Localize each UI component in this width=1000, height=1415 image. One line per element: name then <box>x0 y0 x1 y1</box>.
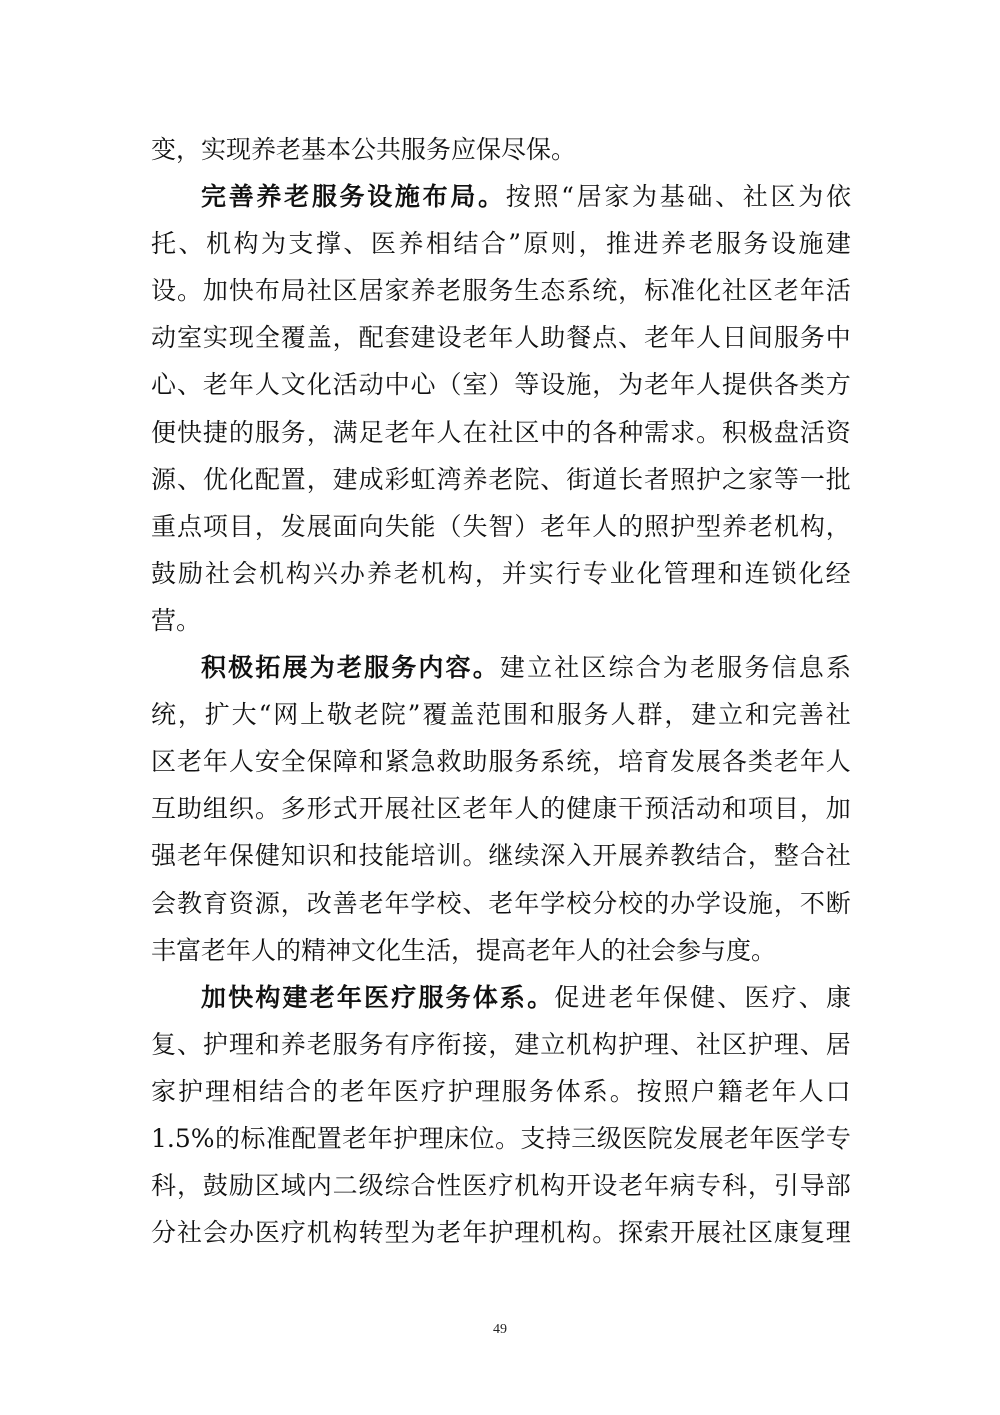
text-line: 统 ， 扩 大 “ 网 上 敬 老 院 ” 覆 盖 范 围 和 服 务 人 群 ， 建 立 和 完 善 社 <box>151 700 851 730</box>
line-text: 丰富老年人的精神文化生活，提高老年人的社会参与度。 <box>151 935 777 965</box>
text-line <box>151 927 851 974</box>
document-body <box>151 126 851 1256</box>
text-line: 科 ， 鼓 励 区 域 内 二 级 综 合 性 医 疗 机 构 开 设 老 年 病 专 科 ， 引 导 部 <box>151 1171 851 1201</box>
text-line: 积 极 拓 展 为 老 服 务 内 容 。 建 立 社 区 综 合 为 老 服 务 信 息 系 <box>201 653 851 683</box>
text-line: 加 快 构 建 老 年 医 疗 服 务 体 系 。 促 进 老 年 保 健 、 医 疗 、 康 <box>201 982 851 1012</box>
text-line: 心 、 老 年 人 文 化 活 动 中 心 （ 室 ） 等 设 施 ， 为 老 年 人 提 供 各 类 方 <box>151 370 851 400</box>
text-line: 源 、 优 化 配 置 ， 建 成 彩 虹 湾 养 老 院 、 街 道 长 者 照 护 之 家 等 一 批 <box>151 464 851 494</box>
line-text: 营。 <box>151 605 202 635</box>
text-line: 鼓 励 社 会 机 构 兴 办 养 老 机 构 ， 并 实 行 专 业 化 管 理 和 连 锁 化 经 <box>151 558 851 588</box>
text-line: 动 室 实 现 全 覆 盖 ， 配 套 建 设 老 年 人 助 餐 点 、 老 年 人 日 间 服 务 中 <box>151 323 851 353</box>
text-line: 区 老 年 人 安 全 保 障 和 紧 急 救 助 服 务 系 统 ， 培 育 发 展 各 类 老 年 人 <box>151 747 851 777</box>
text-line: 重 点 项 目 ， 发 展 面 向 失 能 （ 失 智 ） 老 年 人 的 照 护 型 养 老 机 构 ， <box>151 511 851 541</box>
text-line: 会 教 育 资 源 ， 改 善 老 年 学 校 、 老 年 学 校 分 校 的 办 学 设 施 ， 不 断 <box>151 888 851 918</box>
text-line: 设 。 加 快 布 局 社 区 居 家 养 老 服 务 生 态 系 统 ， 标 准 化 社 区 老 年 活 <box>151 276 851 306</box>
text-line: 复 、 护 理 和 养 老 服 务 有 序 衔 接 ， 建 立 机 构 护 理 、 社 区 护 理 、 居 <box>151 1029 851 1059</box>
text-line: 托 、 机 构 为 支 撑 、 医 养 相 结 合 ” 原 则 ， 推 进 养 老 服 务 设 施 建 <box>151 229 851 259</box>
page-number: 49 <box>493 1322 507 1337</box>
line-text: 变，实现养老基本公共服务应保尽保。 <box>151 135 577 164</box>
text-line: 家 护 理 相 结 合 的 老 年 医 疗 护 理 服 务 体 系 。 按 照 户 籍 老 年 人 口 <box>151 1076 851 1106</box>
text-line: 完 善 养 老 服 务 设 施 布 局 。 按 照 “ 居 家 为 基 础 、 社 区 为 依 <box>201 182 851 212</box>
text-line <box>151 126 851 173</box>
text-line: 分 社 会 办 医 疗 机 构 转 型 为 老 年 护 理 机 构 。 探 索 开 展 社 区 康 复 理 <box>151 1218 851 1248</box>
text-line: 1.5% 的 标 准 配 置 老 年 护 理 床 位 。 支 持 三 级 医 院 发 展 老 年 医 学 专 <box>151 1123 851 1153</box>
text-line: 便 快 捷 的 服 务 ， 满 足 老 年 人 在 社 区 中 的 各 种 需 求 。 积 极 盘 活 资 <box>151 417 851 447</box>
text-line <box>151 597 851 644</box>
text-line: 强 老 年 保 健 知 识 和 技 能 培 训 。 继 续 深 入 开 展 养 教 结 合 ， 整 合 社 <box>151 841 851 871</box>
text-line: 互 助 组 织 。 多 形 式 开 展 社 区 老 年 人 的 健 康 干 预 活 动 和 项 目 ， 加 <box>151 794 851 824</box>
